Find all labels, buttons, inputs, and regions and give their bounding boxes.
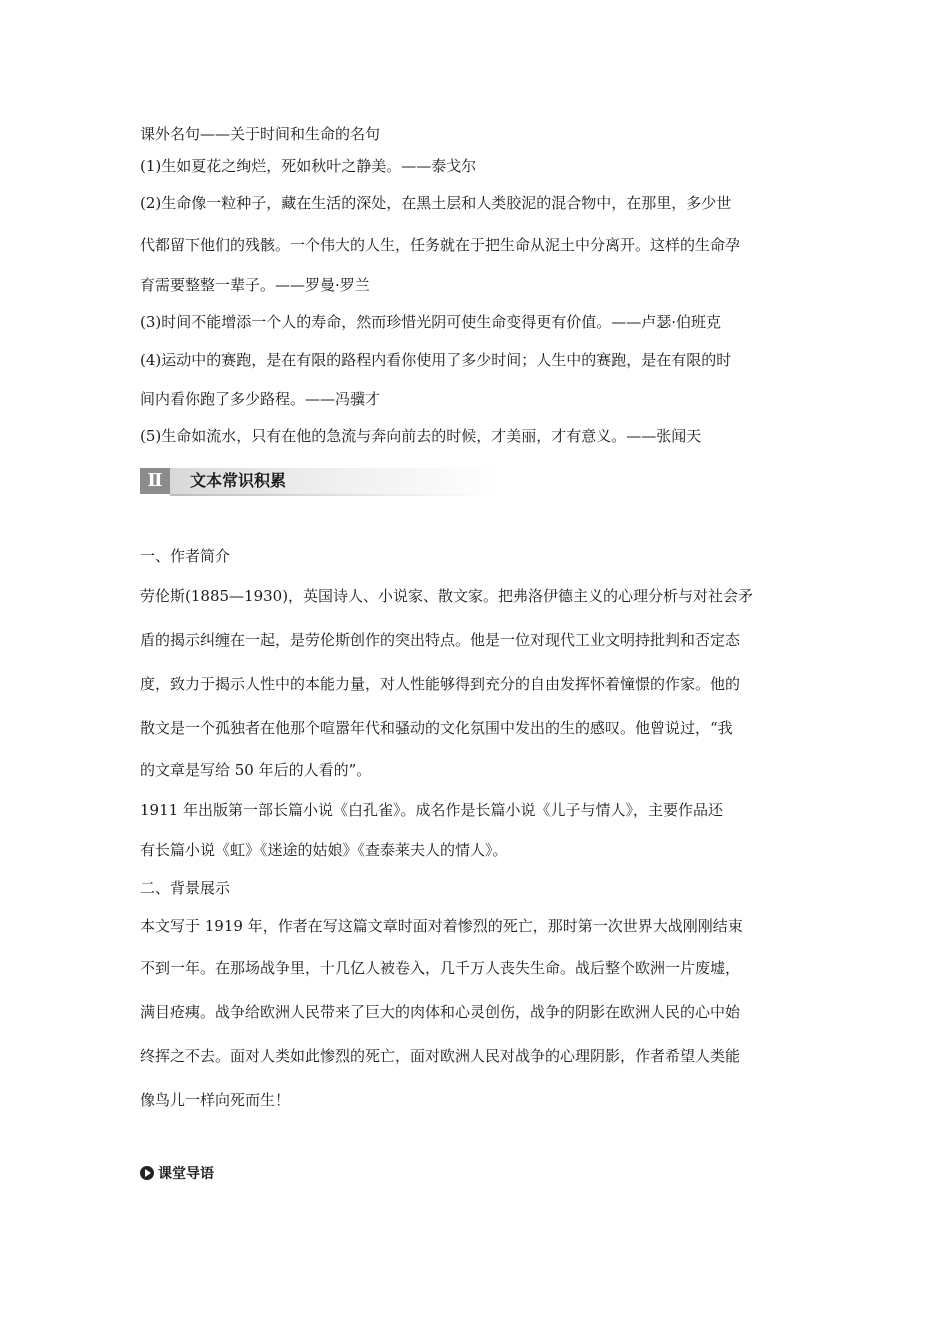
background-line: 不到一年。在那场战争里，十几亿人被卷入，几千万人丧失生命。战后整个欧洲一片废墟， xyxy=(140,959,741,977)
quote-line: 间内看你跑了多少路程。——冯骥才 xyxy=(140,390,381,408)
author-line: 的文章是写给 50 年后的人看的”。 xyxy=(140,761,372,779)
section-underline xyxy=(170,494,500,496)
quote-line: (4)运动中的赛跑，是在有限的路程内看你使用了多少时间；人生中的赛跑，是在有限的时 xyxy=(140,351,732,369)
author-line: 散文是一个孤独者在他那个喧嚣年代和骚动的文化氛围中发出的生的感叹。他曾说过，“我 xyxy=(140,719,733,737)
background-line: 像鸟儿一样向死而生！ xyxy=(140,1091,291,1109)
author-line: 盾的揭示纠缠在一起，是劳伦斯创作的突出特点。他是一位对现代工业文明持批判和否定态 xyxy=(140,631,741,649)
play-circle-icon xyxy=(140,1166,154,1180)
classroom-intro-heading xyxy=(140,1162,214,1184)
author-line: 劳伦斯(1885—1930)，英国诗人、小说家、散文家。把弗洛伊德主义的心理分析与对社会矛 xyxy=(140,587,754,605)
author-line: 度，致力于揭示人性中的本能力量，对人性能够得到充分的自由发挥怀着憧憬的作家。他的 xyxy=(140,675,741,693)
background-line: 本文写于 1919 年，作者在写这篇文章时面对着惨烈的死亡，那时第一次世界大战刚刚结束 xyxy=(140,917,743,935)
document-body xyxy=(140,118,810,1122)
section-title: 文本常识积累 xyxy=(190,471,287,490)
author-heading: 一、作者简介 xyxy=(140,547,231,565)
quote-line: (2)生命像一粒种子，藏在生活的深处，在黑土层和人类胶泥的混合物中，在那里，多少世 xyxy=(140,194,732,212)
section-banner xyxy=(140,464,810,498)
quote-line: (5)生命如流水，只有在他的急流与奔向前去的时候，才美丽，才有意义。——张闻天 xyxy=(140,427,702,445)
background-line: 满目疮痍。战争给欧洲人民带来了巨大的肉体和心灵创伤，战争的阴影在欧洲人民的心中始 xyxy=(140,1003,741,1021)
quote-line: 代都留下他们的残骸。一个伟大的人生，任务就在于把生命从泥土中分离开。这样的生命孕 xyxy=(140,236,741,254)
classroom-intro-label: 课堂导语 xyxy=(158,1166,214,1182)
quote-line: (3)时间不能增添一个人的寿命，然而珍惜光阴可使生命变得更有价值。——卢瑟·伯班克 xyxy=(140,313,722,331)
section-number: Ⅱ xyxy=(140,468,170,494)
background-line: 终挥之不去。面对人类如此惨烈的死亡，面对欧洲人民对战争的心理阴影，作者希望人类能 xyxy=(140,1047,741,1065)
quote-line: 育需要整整一辈子。——罗曼·罗兰 xyxy=(140,276,370,294)
background-heading: 二、背景展示 xyxy=(140,879,231,897)
quote-line: (1)生如夏花之绚烂，死如秋叶之静美。——泰戈尔 xyxy=(140,157,477,175)
author-line: 1911 年出版第一部长篇小说《白孔雀》。成名作是长篇小说《儿子与情人》，主要作品还 xyxy=(140,801,723,819)
quotes-heading: 课外名句——关于时间和生命的名句 xyxy=(140,125,381,143)
author-line: 有长篇小说《虹》《迷途的姑娘》《查泰莱夫人的情人》。 xyxy=(140,841,508,859)
